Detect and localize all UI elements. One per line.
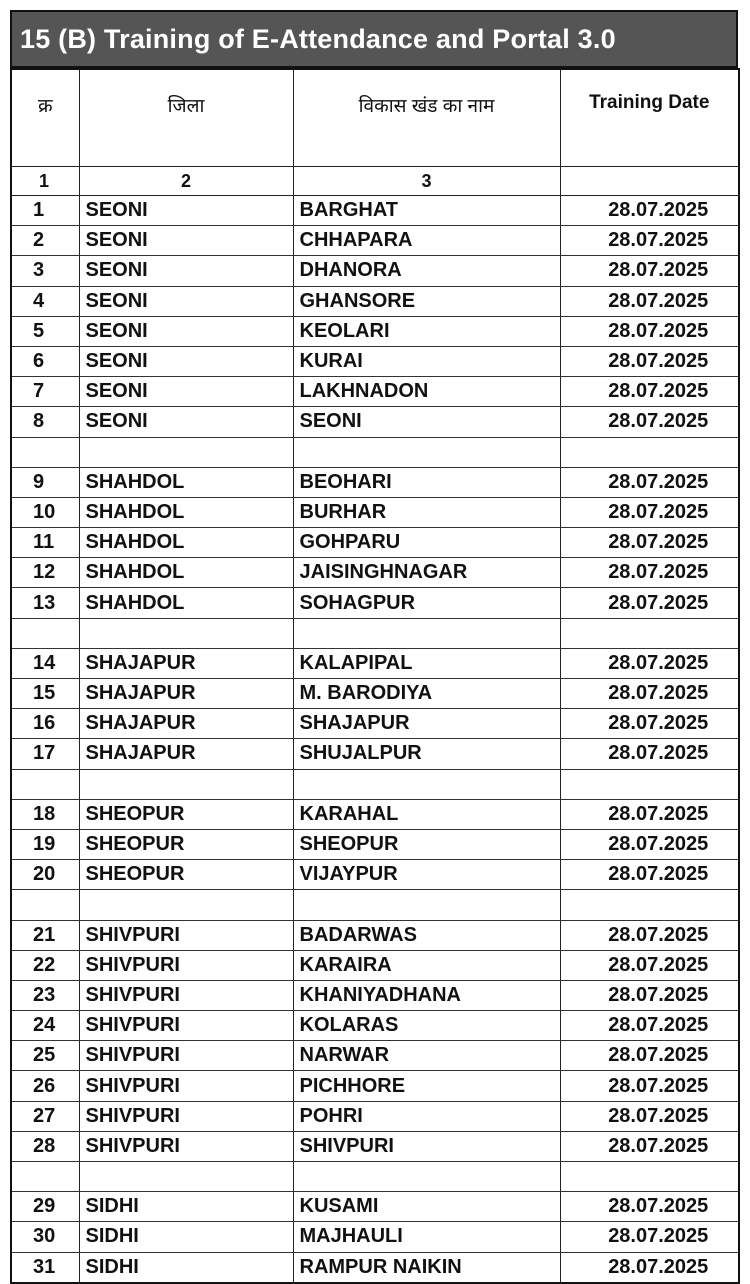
serial-number-cell: 12 xyxy=(11,558,79,588)
table-row xyxy=(11,1252,739,1283)
table-row xyxy=(11,950,739,980)
block-name-cell: KUSAMI xyxy=(293,1192,560,1222)
blank-cell xyxy=(560,618,739,648)
blank-cell xyxy=(293,437,560,467)
district-cell: SHAJAPUR xyxy=(79,739,293,769)
training-date-cell: 28.07.2025 xyxy=(560,679,739,709)
training-date-cell: 28.07.2025 xyxy=(560,860,739,890)
block-name-cell: BEOHARI xyxy=(293,467,560,497)
serial-number-cell: 5 xyxy=(11,316,79,346)
training-date-cell: 28.07.2025 xyxy=(560,528,739,558)
table-row xyxy=(11,1222,739,1252)
serial-number-cell: 22 xyxy=(11,950,79,980)
district-cell: SHAJAPUR xyxy=(79,679,293,709)
blank-cell xyxy=(293,1162,560,1192)
training-date-cell: 28.07.2025 xyxy=(560,1252,739,1283)
block-name-cell: BARGHAT xyxy=(293,196,560,226)
district-cell: SIDHI xyxy=(79,1222,293,1252)
serial-number-cell: 26 xyxy=(11,1071,79,1101)
training-date-cell: 28.07.2025 xyxy=(560,196,739,226)
training-date-cell: 28.07.2025 xyxy=(560,1192,739,1222)
blank-cell xyxy=(11,769,79,799)
block-name-cell: SOHAGPUR xyxy=(293,588,560,618)
header-district: जिला xyxy=(79,69,293,167)
training-date-cell: 28.07.2025 xyxy=(560,1222,739,1252)
district-cell: SHIVPURI xyxy=(79,1071,293,1101)
district-cell: SHEOPUR xyxy=(79,799,293,829)
training-date-cell: 28.07.2025 xyxy=(560,1041,739,1071)
table-row xyxy=(11,860,739,890)
block-name-cell: SHEOPUR xyxy=(293,829,560,859)
district-cell: SHAJAPUR xyxy=(79,709,293,739)
block-name-cell: RAMPUR NAIKIN xyxy=(293,1252,560,1283)
serial-number-cell: 9 xyxy=(11,467,79,497)
table-row xyxy=(11,1192,739,1222)
district-cell: SHIVPURI xyxy=(79,1041,293,1071)
blank-cell xyxy=(79,1162,293,1192)
block-name-cell: NARWAR xyxy=(293,1041,560,1071)
block-name-cell: SHIVPURI xyxy=(293,1131,560,1161)
block-name-cell: VIJAYPUR xyxy=(293,860,560,890)
table-row xyxy=(11,558,739,588)
serial-number-cell: 25 xyxy=(11,1041,79,1071)
district-cell: SEONI xyxy=(79,256,293,286)
training-date-cell: 28.07.2025 xyxy=(560,1071,739,1101)
training-date-cell: 28.07.2025 xyxy=(560,1131,739,1161)
serial-number-cell: 31 xyxy=(11,1252,79,1283)
serial-number-cell: 21 xyxy=(11,920,79,950)
serial-number-cell: 3 xyxy=(11,256,79,286)
training-date-cell: 28.07.2025 xyxy=(560,980,739,1010)
table-body xyxy=(11,196,739,1283)
table-row xyxy=(11,829,739,859)
blank-cell xyxy=(293,890,560,920)
blank-cell xyxy=(11,618,79,648)
blank-cell xyxy=(79,769,293,799)
block-name-cell: KHANIYADHANA xyxy=(293,980,560,1010)
training-date-cell: 28.07.2025 xyxy=(560,558,739,588)
blank-separator-row xyxy=(11,1162,739,1192)
header-training-date: Training Date xyxy=(560,69,739,167)
training-date-cell: 28.07.2025 xyxy=(560,226,739,256)
table-row xyxy=(11,1101,739,1131)
blank-cell xyxy=(79,437,293,467)
serial-number-cell: 11 xyxy=(11,528,79,558)
table-row xyxy=(11,648,739,678)
serial-number-cell: 19 xyxy=(11,829,79,859)
table-row xyxy=(11,1011,739,1041)
table-row xyxy=(11,377,739,407)
training-date-cell: 28.07.2025 xyxy=(560,829,739,859)
column-number: 2 xyxy=(79,167,293,196)
training-date-cell: 28.07.2025 xyxy=(560,1101,739,1131)
district-cell: SHAHDOL xyxy=(79,467,293,497)
blank-cell xyxy=(79,890,293,920)
block-name-cell: GOHPARU xyxy=(293,528,560,558)
serial-number-cell: 17 xyxy=(11,739,79,769)
training-date-cell: 28.07.2025 xyxy=(560,286,739,316)
training-date-cell: 28.07.2025 xyxy=(560,709,739,739)
block-name-cell: SHUJALPUR xyxy=(293,739,560,769)
blank-separator-row xyxy=(11,769,739,799)
district-cell: SIDHI xyxy=(79,1192,293,1222)
district-cell: SHAHDOL xyxy=(79,528,293,558)
serial-number-cell: 27 xyxy=(11,1101,79,1131)
block-name-cell: KOLARAS xyxy=(293,1011,560,1041)
district-cell: SHIVPURI xyxy=(79,920,293,950)
district-cell: SIDHI xyxy=(79,1252,293,1283)
block-name-cell: SHAJAPUR xyxy=(293,709,560,739)
serial-number-cell: 30 xyxy=(11,1222,79,1252)
block-name-cell: DHANORA xyxy=(293,256,560,286)
block-name-cell: MAJHAULI xyxy=(293,1222,560,1252)
header-serial: क्र xyxy=(11,69,79,167)
training-date-cell: 28.07.2025 xyxy=(560,377,739,407)
column-number xyxy=(560,167,739,196)
serial-number-cell: 4 xyxy=(11,286,79,316)
district-cell: SHAHDOL xyxy=(79,497,293,527)
training-date-cell: 28.07.2025 xyxy=(560,920,739,950)
table-row xyxy=(11,346,739,376)
block-name-cell: KURAI xyxy=(293,346,560,376)
serial-number-cell: 6 xyxy=(11,346,79,376)
block-name-cell: BADARWAS xyxy=(293,920,560,950)
district-cell: SEONI xyxy=(79,346,293,376)
serial-number-cell: 13 xyxy=(11,588,79,618)
blank-separator-row xyxy=(11,890,739,920)
blank-cell xyxy=(79,618,293,648)
table-row xyxy=(11,920,739,950)
training-date-cell: 28.07.2025 xyxy=(560,1011,739,1041)
district-cell: SHAJAPUR xyxy=(79,648,293,678)
block-name-cell: PICHHORE xyxy=(293,1071,560,1101)
block-name-cell: CHHAPARA xyxy=(293,226,560,256)
blank-cell xyxy=(11,1162,79,1192)
table-row xyxy=(11,528,739,558)
blank-cell xyxy=(560,890,739,920)
district-cell: SHEOPUR xyxy=(79,829,293,859)
page-title: 15 (B) Training of E-Attendance and Portal 3.0 xyxy=(20,23,616,54)
table-row xyxy=(11,1071,739,1101)
serial-number-cell: 7 xyxy=(11,377,79,407)
blank-cell xyxy=(560,1162,739,1192)
serial-number-cell: 14 xyxy=(11,648,79,678)
block-name-cell: M. BARODIYA xyxy=(293,679,560,709)
title-bar xyxy=(10,10,738,68)
serial-number-cell: 10 xyxy=(11,497,79,527)
training-date-cell: 28.07.2025 xyxy=(560,950,739,980)
district-cell: SHAHDOL xyxy=(79,558,293,588)
table-row xyxy=(11,588,739,618)
district-cell: SHIVPURI xyxy=(79,950,293,980)
table-row xyxy=(11,407,739,437)
block-name-cell: GHANSORE xyxy=(293,286,560,316)
block-name-cell: JAISINGHNAGAR xyxy=(293,558,560,588)
training-date-cell: 28.07.2025 xyxy=(560,467,739,497)
block-name-cell: KEOLARI xyxy=(293,316,560,346)
table-row xyxy=(11,256,739,286)
serial-number-cell: 28 xyxy=(11,1131,79,1161)
blank-cell xyxy=(560,769,739,799)
block-name-cell: BURHAR xyxy=(293,497,560,527)
training-date-cell: 28.07.2025 xyxy=(560,316,739,346)
table-row xyxy=(11,709,739,739)
table-row xyxy=(11,316,739,346)
blank-cell xyxy=(293,618,560,648)
serial-number-cell: 20 xyxy=(11,860,79,890)
serial-number-cell: 18 xyxy=(11,799,79,829)
table-row xyxy=(11,467,739,497)
table-row xyxy=(11,286,739,316)
table-row xyxy=(11,226,739,256)
blank-separator-row xyxy=(11,618,739,648)
block-name-cell: LAKHNADON xyxy=(293,377,560,407)
district-cell: SEONI xyxy=(79,377,293,407)
blank-cell xyxy=(11,437,79,467)
block-name-cell: KARAIRA xyxy=(293,950,560,980)
district-cell: SHAHDOL xyxy=(79,588,293,618)
training-table xyxy=(10,68,740,1284)
training-date-cell: 28.07.2025 xyxy=(560,588,739,618)
blank-separator-row xyxy=(11,437,739,467)
training-date-cell: 28.07.2025 xyxy=(560,648,739,678)
table-row xyxy=(11,1041,739,1071)
table-row xyxy=(11,196,739,226)
district-cell: SHIVPURI xyxy=(79,1131,293,1161)
district-cell: SHIVPURI xyxy=(79,980,293,1010)
training-date-cell: 28.07.2025 xyxy=(560,256,739,286)
training-date-cell: 28.07.2025 xyxy=(560,346,739,376)
header-block: विकास खंड का नाम xyxy=(293,69,560,167)
block-name-cell: SEONI xyxy=(293,407,560,437)
district-cell: SEONI xyxy=(79,316,293,346)
table-row xyxy=(11,497,739,527)
block-name-cell: POHRI xyxy=(293,1101,560,1131)
blank-cell xyxy=(11,890,79,920)
serial-number-cell: 8 xyxy=(11,407,79,437)
blank-cell xyxy=(293,769,560,799)
blank-cell xyxy=(560,437,739,467)
table-row xyxy=(11,1131,739,1161)
district-cell: SEONI xyxy=(79,196,293,226)
block-name-cell: KALAPIPAL xyxy=(293,648,560,678)
training-date-cell: 28.07.2025 xyxy=(560,407,739,437)
district-cell: SHIVPURI xyxy=(79,1101,293,1131)
district-cell: SEONI xyxy=(79,286,293,316)
serial-number-cell: 24 xyxy=(11,1011,79,1041)
district-cell: SHEOPUR xyxy=(79,860,293,890)
serial-number-cell: 23 xyxy=(11,980,79,1010)
training-date-cell: 28.07.2025 xyxy=(560,497,739,527)
column-number: 1 xyxy=(11,167,79,196)
serial-number-cell: 2 xyxy=(11,226,79,256)
column-number: 3 xyxy=(293,167,560,196)
table-row xyxy=(11,739,739,769)
header-row xyxy=(11,69,739,167)
table-row xyxy=(11,799,739,829)
training-date-cell: 28.07.2025 xyxy=(560,739,739,769)
block-name-cell: KARAHAL xyxy=(293,799,560,829)
serial-number-cell: 1 xyxy=(11,196,79,226)
serial-number-cell: 29 xyxy=(11,1192,79,1222)
serial-number-cell: 16 xyxy=(11,709,79,739)
column-number-row xyxy=(11,167,739,196)
district-cell: SEONI xyxy=(79,407,293,437)
table-row xyxy=(11,980,739,1010)
table-row xyxy=(11,679,739,709)
district-cell: SHIVPURI xyxy=(79,1011,293,1041)
district-cell: SEONI xyxy=(79,226,293,256)
serial-number-cell: 15 xyxy=(11,679,79,709)
training-date-cell: 28.07.2025 xyxy=(560,799,739,829)
